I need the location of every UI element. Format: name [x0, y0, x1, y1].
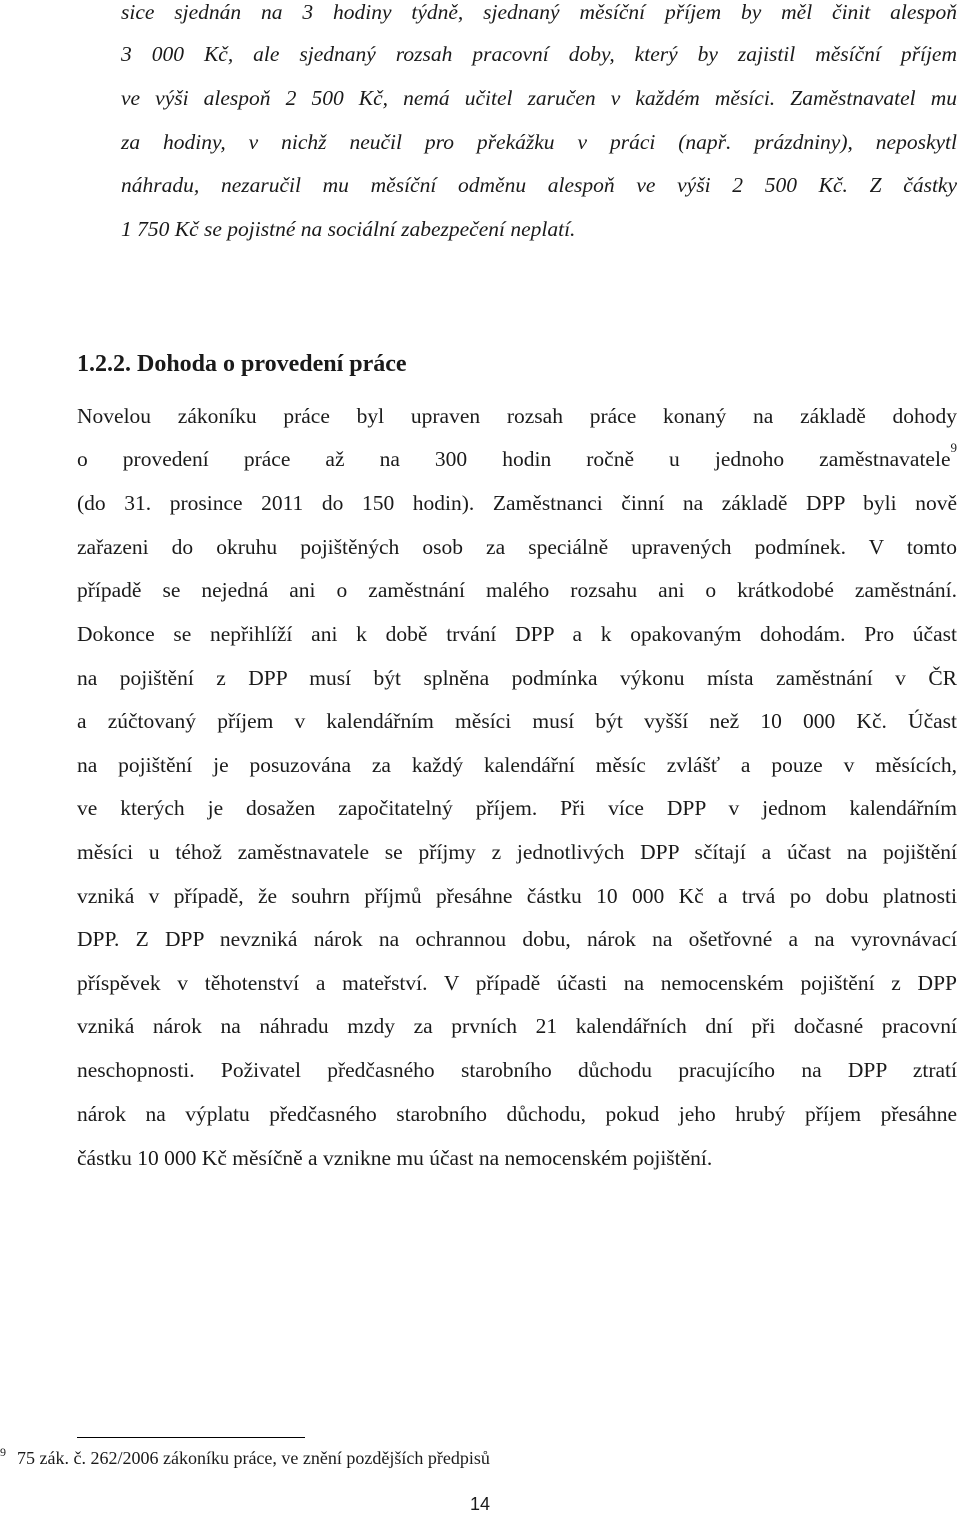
body-line: na pojištění je posuzována za každý kalendářní měsíc zvlášť a pouze v měsících,: [77, 753, 957, 777]
intro-line: náhradu, nezaručil mu měsíční odměnu alespoň ve výši 2 500 Kč. Z částky: [121, 173, 957, 197]
body-line: neschopnosti. Poživatel předčasného starobního důchodu pracujícího na DPP ztratí: [77, 1058, 957, 1082]
body-line: a zúčtovaný příjem v kalendářním měsíci musí být vyšší než 10 000 Kč. Účast: [77, 709, 957, 733]
body-line: vzniká v případě, že souhrn příjmů přesáhne částku 10 000 Kč a trvá po dobu platnosti: [77, 884, 957, 908]
body-line: případě se nejedná ani o zaměstnání malého rozsahu ani o krátkodobé zaměstnání.: [77, 578, 957, 602]
body-line: DPP. Z DPP nevzniká nárok na ochrannou dobu, nárok na ošetřovné a na vyrovnávací: [77, 927, 957, 951]
body-line: příspěvek v těhotenství a mateřství. V případě účasti na nemocenském pojištění z DPP: [77, 971, 957, 995]
footnote-mark: 9: [0, 1445, 6, 1459]
body-line: Novelou zákoníku práce byl upraven rozsah práce konaný na základě dohody: [77, 404, 957, 428]
section-heading: 1.2.2. Dohoda o provedení práce: [77, 350, 407, 377]
intro-line: 3 000 Kč, ale sjednaný rozsah pracovní doby, který by zajistil měsíční příjem: [121, 42, 957, 66]
body-line: vzniká nárok na náhradu mzdy za prvních 21 kalendářních dní při dočasné pracovní: [77, 1014, 957, 1038]
body-line: [77, 440, 957, 472]
body-line: (do 31. prosince 2011 do 150 hodin). Zaměstnanci činní na základě DPP byli nově: [77, 491, 957, 515]
footnote-reference[interactable]: 9: [950, 440, 957, 455]
body-line: částku 10 000 Kč měsíčně a vznikne mu účast na nemocenském pojištění.: [77, 1146, 713, 1170]
footnote-separator: [77, 1437, 305, 1438]
footnote-text: 75 zák. č. 262/2006 zákoníku práce, ve znění pozdějších předpisů: [17, 1448, 490, 1468]
footnote: [0, 1445, 490, 1469]
body-line: Dokonce se nepřihlíží ani k době trvání DPP a k opakovaným dohodám. Pro účast: [77, 622, 957, 646]
intro-line: za hodiny, v nichž neučil pro překážku v práci (např. prázdniny), neposkytl: [121, 130, 957, 154]
intro-line: sice sjednán na 3 hodiny týdně, sjednaný měsíční příjem by měl činit alespoň: [121, 0, 957, 24]
body-line: zařazeni do okruhu pojištěných osob za speciálně upravených podmínek. V tomto: [77, 535, 957, 559]
body-line: ve kterých je dosažen započitatelný příjem. Při více DPP v jednom kalendářním: [77, 796, 957, 820]
body-line: měsíci u téhož zaměstnavatele se příjmy z jednotlivých DPP sčítají a účast na pojištění: [77, 840, 957, 864]
body-line: nárok na výplatu předčasného starobního důchodu, pokud jeho hrubý příjem přesáhne: [77, 1102, 957, 1126]
intro-line: ve výši alespoň 2 500 Kč, nemá učitel zaručen v každém měsíci. Zaměstnavatel mu: [121, 86, 957, 110]
page-number: 14: [469, 1494, 491, 1514]
body-line-text: o provedení práce až na 300 hodin ročně u jednoho zaměstnavatele: [77, 447, 951, 471]
body-line: na pojištění z DPP musí být splněna podmínka výkonu místa zaměstnání v ČR: [77, 666, 957, 690]
intro-line: 1 750 Kč se pojistné na sociální zabezpečení neplatí.: [121, 217, 576, 241]
